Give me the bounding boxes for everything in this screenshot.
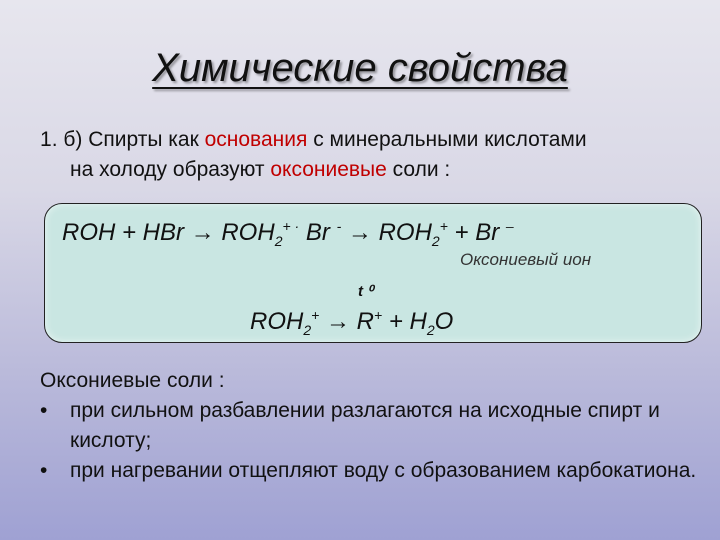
eq-sub: 2 — [426, 321, 435, 338]
eq-sub: 2 — [274, 232, 283, 249]
eq-part: + H — [382, 308, 427, 335]
eq-part: O — [434, 308, 454, 335]
intro-text: на холоду образуют — [70, 158, 271, 181]
eq-part: + Br — [447, 219, 506, 246]
eq-part: Br — [299, 219, 337, 246]
eq-part: ROH — [250, 308, 304, 335]
intro-line-1 — [40, 125, 700, 155]
intro-text: соли : — [386, 158, 451, 181]
list-item-text: при сильном разбавлении разлагаются на исходные спирт и кислоту; — [70, 399, 660, 452]
list-item-text: при нагревании отщепляют воду с образованием карбокатиона. — [70, 459, 697, 482]
temperature-label: t ⁰ — [358, 283, 374, 300]
slide-title: Химические свойства — [152, 46, 568, 90]
highlight-bases: основания — [204, 128, 308, 151]
eq-sup: + — [439, 218, 448, 234]
eq-sup: + — [311, 307, 320, 323]
intro-paragraph — [40, 125, 700, 185]
eq-sup: – — [505, 218, 514, 234]
highlight-oxonium: оксониевые — [270, 158, 387, 181]
eq-sub: 2 — [303, 321, 312, 338]
reaction-equation-1 — [62, 218, 514, 249]
intro-text: с минеральными кислотами — [307, 128, 587, 151]
oxonium-salts-section — [40, 366, 700, 486]
intro-text: . б) Спирты как — [51, 128, 205, 151]
eq-sup: + · — [282, 218, 300, 234]
eq-sup: - — [336, 218, 342, 234]
salts-heading: Оксониевые соли : — [40, 369, 225, 392]
eq-sub: 2 — [431, 232, 440, 249]
oxonium-ion-label: Оксониевый ион — [460, 250, 592, 269]
list-item — [40, 396, 700, 456]
bullet-icon: • — [40, 459, 48, 482]
eq-sup: + — [374, 307, 383, 323]
eq-part: → R — [319, 308, 374, 335]
bullet-icon: • — [40, 399, 48, 422]
reaction-equation-2 — [250, 307, 453, 338]
intro-line-2 — [40, 155, 700, 185]
list-item — [40, 456, 700, 486]
eq-part: ROH + HBr → ROH — [62, 219, 275, 246]
item-number: 1 — [40, 128, 52, 151]
eq-part: → ROH — [341, 219, 432, 246]
